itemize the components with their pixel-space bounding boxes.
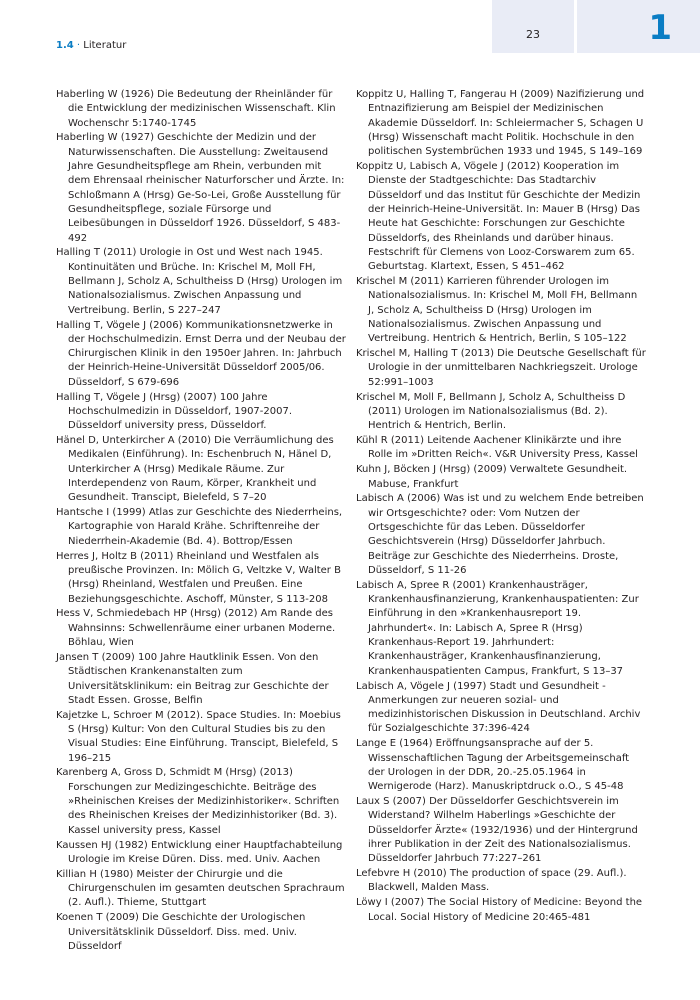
section-separator: ·: [76, 40, 81, 51]
page-number: 23: [526, 28, 540, 41]
reference-entry: Hantsche I (1999) Atlas zur Geschichte des Niederrheins, Kartographie von Harald Krähe. Schriftenreihe der Niederrhein-Akademie (Bd. 4). Bottrop/Essen: [56, 507, 343, 547]
reference-entry: Koppitz U, Labisch A, Vögele J (2012) Kooperation im Dienste der Stadtgeschichte: Das Stadtarchiv Düsseldorf und das Institut für Geschichte der Medizin der Heinrich-Heine-Universität. In: Mauer B (Hrsg) Das Heute hat Geschichte: Forschungen zur Geschichte Düsseldorfs, des Rheinlands und darüber hinaus. Festschrift für Clemens von Looz-Corswarem zum 65. Geburtstag. Klartext, Essen, S 451–462: [356, 161, 641, 273]
chapter-tab: [577, 0, 700, 53]
reference-entry: Labisch A, Vögele J (1997) Stadt und Gesundheit - Anmerkungen zur neueren sozial- und medizinhistorischen Diskussion in Deutschland. Archiv für Sozialgeschichte 37:396-424: [356, 680, 641, 735]
reference-entry: Halling T (2011) Urologie in Ost und West nach 1945. Kontinuitäten und Brüche. In: Krischel M, Moll FH, Bellmann J, Scholz A, Schultheiss D (Hrsg) Urologen im Nationalsozialismus. Zwischen Anpassung und Vertreibung. Berlin, S 227–247: [56, 247, 343, 316]
reference-entry: Haberling W (1926) Die Bedeutung der Rheinländer für die Entwicklung der medizinischen Wissenschaft. Klin Wochenschr 5:1740-1745: [56, 89, 336, 129]
reference-entry: Halling T, Vögele J (2006) Kommunikationsnetzwerke in der Hochschulmedizin. Ernst Derra und der Neubau der Chirurgischen Klinik in den 1950er Jahren. In: Jahrbuch der Heinrich-Heine-Universität Düsseldorf 2005/06. Düsseldorf, S 679-696: [56, 319, 346, 388]
reference-entry: Löwy I (2007) The Social History of Medicine: Beyond the Local. Social History of Medicine 20:465-481: [356, 897, 643, 923]
section-title: Literatur: [83, 40, 127, 51]
reference-entry: Labisch A, Spree R (2001) Krankenhausträger, Krankenhausfinanzierung, Krankenhauspatienten: Zur Einführung in den »Krankenhausreport 19. Jahrhundert«. In: Labisch A, Spree R (Hrsg) Krankenhaus-Report 19. Jahrhundert: Krankenhausträger, Krankenhausfinanzierung, Krankenhauspatienten Campus, Frankfurt, S 13–37: [356, 579, 639, 677]
reference-entry: Kaussen HJ (1982) Entwicklung einer Hauptfachabteilung Urologie im Kreise Düren. Diss. med. Univ. Aachen: [56, 839, 343, 865]
chapter-number: 1: [648, 8, 672, 48]
reference-entry: Kühl R (2011) Leitende Aachener Klinikärzte und ihre Rolle im »Dritten Reich«. V&R University Press, Kassel: [356, 435, 638, 461]
reference-entry: Herres J, Holtz B (2011) Rheinland und Westfalen als preußische Provinzen. In: Mölich G, Veltzke V, Walter B (Hrsg) Rheinland, Westfalen und Preußen. Eine Beziehungsgeschichte. Aschoff, Münster, S 113-208: [56, 550, 341, 605]
reference-entry: Krischel M (2011) Karrieren führender Urologen im Nationalsozialismus. In: Krischel M, Moll FH, Bellmann J, Scholz A, Schultheiss D (Hrsg) Urologen im Nationalsozialismus. Zwischen Anpassung und Vertreibung. Hentrich & Hentrich, Berlin, S 105–122: [356, 276, 638, 345]
reference-entry: Halling T, Vögele J (Hrsg) (2007) 100 Jahre Hochschulmedizin in Düsseldorf, 1907-2007. Düsseldorf university press, Düsseldorf.: [56, 391, 293, 432]
reference-entry: Hänel D, Unterkircher A (2010) Die Verräumlichung des Medikalen (Einführung). In: Eschenbruch N, Hänel D, Unterkircher A (Hrsg) Medikale Räume. Zur Interdependenz von Raum, Körper, Krankheit und Gesundheit. Transcipt, Bielefeld, S 7–20: [56, 435, 334, 504]
reference-entry: Kajetzke L, Schroer M (2012). Space Studies. In: Moebius S (Hrsg) Kultur: Von den Cultural Studies bis zu den Visual Studies: Eine Einführung. Transcipt, Bielefeld, S 196–215: [56, 709, 341, 764]
reference-entry: Hess V, Schmiedebach HP (Hrsg) (2012) Am Rande des Wahnsinns: Schwellenräume einer urbanen Moderne. Böhlau, Wien: [56, 608, 336, 649]
page-header: [0, 0, 700, 60]
reference-entry: Kuhn J, Böcken J (Hrsg) (2009) Verwaltete Gesundheit. Mabuse, Frankfurt: [356, 464, 628, 490]
reference-entry: Karenberg A, Gross D, Schmidt M (Hrsg) (2013) Forschungen zur Medizingeschichte. Beiträge des »Rheinischen Kreises der Medizinhistoriker«. Schriften des Rheinischen Kreises der Medizinhistoriker (Bd. 3). Kassel university press, Kassel: [56, 767, 340, 836]
reference-entry: Laux S (2007) Der Düsseldorfer Geschichtsverein im Widerstand? Wilhelm Haberlings »Geschichte der Düsseldorfer Ärzte« (1932/1936) und der Hintergrund ihrer Publikation in der Zeit des Nationalsozialismus. Düsseldorfer Jahrbuch 77:227–261: [356, 796, 638, 865]
section-number: 1.4: [56, 40, 74, 51]
reference-entry: Lefebvre H (2010) The production of space (29. Aufl.). Blackwell, Malden Mass.: [356, 868, 627, 894]
reference-entry: Killian H (1980) Meister der Chirurgie und die Chirurgenschulen im gesamten deutschen Sprachraum (2. Aufl.). Thieme, Stuttgart: [56, 868, 345, 909]
page-number-box: [492, 0, 574, 53]
reference-entry: Haberling W (1927) Geschichte der Medizin und der Naturwissenschaften. Die Ausstellung: Zweitausend Jahre Gesundheitspflege am Rhein, verbunden mit dem Ehrensaal rheinischer Naturforscher und Ärzte. In: Schloßmann A (Hrsg) Ge-So-Lei, Große Ausstellung für Gesundheitspflege, soziale Fürsorge und Leibesübungen in Düsseldorf 1926. Düsseldorf, S 483-492: [56, 132, 345, 244]
reference-entry: Lange E (1964) Eröffnungsansprache auf der 5. Wissenschaftlichen Tagung der Arbeitsgemeinschaft der Urologen in der DDR, 20.-25.05.1964 in Wernigerode (Harz). Manuskriptdruck o.O., S 45-48: [356, 738, 630, 793]
reference-entry: Koenen T (2009) Die Geschichte der Urologischen Universitätsklinik Düsseldorf. Diss. med. Univ. Düsseldorf: [56, 912, 306, 952]
reference-entry: Krischel M, Halling T (2013) Die Deutsche Gesellschaft für Urologie in der unmittelbaren Nachkriegszeit. Urologe 52:991–1003: [356, 348, 646, 388]
reference-entry: Labisch A (2006) Was ist und zu welchem Ende betreiben wir Ortsgeschichte? oder: Vom Nutzen der Ortsgeschichte für das Leben. Düsseldorfer Geschichtsverein (Hrsg) Düsseldorfer Jahrbuch. Beiträge zur Geschichte des Niederrheins. Droste, Düsseldorf, S 11-26: [356, 493, 644, 576]
reference-entry: Koppitz U, Halling T, Fangerau H (2009) Nazifizierung und Entnazifizierung am Beispiel der Medizinischen Akademie Düsseldorf. In: Schleiermacher S, Schagen U (Hrsg) Wissenschaft macht Politik. Hochschule in den politischen Systembrüchen 1933 und 1945, S 149–169: [356, 89, 645, 158]
reference-entry: Jansen T (2009) 100 Jahre Hautklinik Essen. Von den Städtischen Krankenanstalten zum Universitätsklinikum: ein Beitrag zur Geschichte der Stadt Essen. Grosse, Belfin: [56, 651, 329, 706]
running-head: [56, 40, 126, 51]
references-column-left: [56, 88, 346, 955]
reference-entry: Krischel M, Moll F, Bellmann J, Scholz A, Schultheiss D (2011) Urologen im Nationalsozialismus (Bd. 2). Hentrich & Hentrich, Berlin.: [356, 391, 626, 432]
references-column-right: [356, 88, 646, 926]
